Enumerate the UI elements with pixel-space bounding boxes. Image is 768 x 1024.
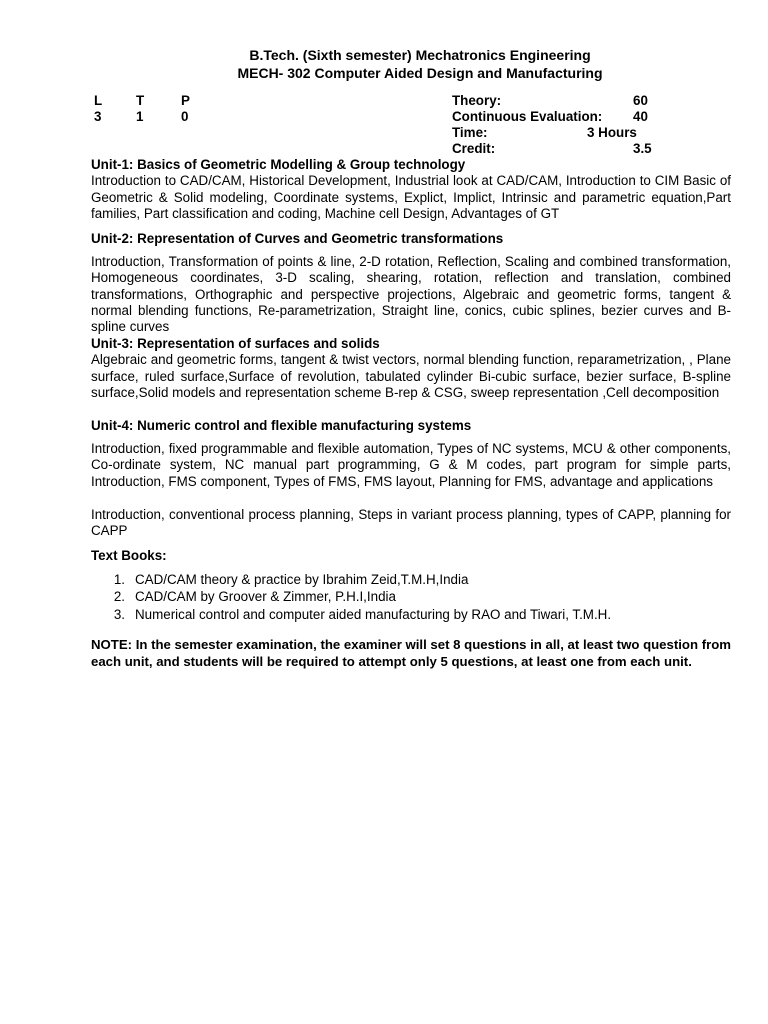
unit-1-heading: Unit-1: Basics of Geometric Modelling & Group technology	[91, 157, 466, 172]
ltp-value-t: 1	[136, 109, 144, 124]
ltp-value-p: 0	[181, 109, 189, 124]
ltp-label-l: L	[94, 93, 103, 108]
textbooks-heading: Text Books:	[91, 548, 167, 563]
theory-value: 60	[633, 93, 648, 108]
theory-label: Theory:	[452, 93, 502, 108]
ltp-label-t: T	[136, 93, 145, 108]
unit-4-section	[91, 418, 731, 434]
list-item-number: 3.	[113, 606, 125, 622]
list-item	[91, 606, 731, 623]
unit-3-body: Algebraic and geometric forms, tangent & twist vectors, normal blending function, reparametrization, , Plane surface, ruled surface,Surface of revolution, tabulated cylinder Bi-cubic surface, bezier surface, B-spline surface,Solid models and representation scheme B-rep & CSG, sweep representation ,Cell decomposition	[91, 352, 731, 400]
unit-3-section	[91, 336, 731, 401]
course-title: MECH- 302 Computer Aided Design and Manufacturing	[237, 65, 603, 81]
credit-label: Credit:	[452, 141, 496, 156]
unit-3-heading: Unit-3: Representation of surfaces and solids	[91, 336, 380, 351]
program-title: B.Tech. (Sixth semester) Mechatronics Engineering	[249, 47, 591, 63]
unit-2-body: Introduction, Transformation of points & line, 2-D rotation, Reflection, Scaling and combined transformation, Homogeneous coordinates, 3-D scaling, shearing, rotation, reflection and translation, combined transformations, Orthographic and perspective projections, Algebraic and geometric forms, tangent & normal blending functions, Re-parametrization, Straight line, conics, cubic splines, bezier curves and B-spline curves	[91, 254, 731, 335]
continuous-evaluation-value: 40	[633, 109, 648, 124]
unit-4-body: Introduction, fixed programmable and flexible automation, Types of NC systems, MCU & other components, Co-ordinate system, NC manual part programming, G & M codes, part program for simple parts, Introduction, FMS component, Types of FMS, FMS layout, Planning for FMS, advantage and applications	[91, 441, 731, 489]
list-item-text: CAD/CAM by Groover & Zimmer, P.H.I,India	[135, 589, 396, 605]
unit-2-heading: Unit-2: Representation of Curves and Geometric transformations	[91, 231, 504, 246]
time-value: 3 Hours	[587, 125, 637, 140]
ltp-label-p: P	[181, 93, 190, 108]
unit-1-body: Introduction to CAD/CAM, Historical Development, Industrial look at CAD/CAM, Introduction to CIM Basic of Geometric & Solid modeling, Coordinate systems, Explict, Implict, Intrinsic and parametric equation,Part families, Part classification and coding, Machine cell Design, Advantages of GT	[91, 173, 731, 221]
unit-2-section	[91, 231, 731, 247]
list-item-text: Numerical control and computer aided manufacturing by RAO and Tiwari, T.M.H.	[135, 606, 612, 622]
unit-1-section	[91, 157, 731, 222]
list-item	[91, 571, 731, 588]
credit-value: 3.5	[633, 141, 652, 156]
unit-4-body-2: Introduction, conventional process planning, Steps in variant process planning, types of CAPP, planning for CAPP	[91, 507, 731, 539]
textbooks-list	[91, 571, 731, 623]
unit-4-heading: Unit-4: Numeric control and flexible manufacturing systems	[91, 418, 472, 433]
exam-note: NOTE: In the semester examination, the examiner will set 8 questions in all, at least two question from each unit, and students will be required to attempt only 5 questions, at least one from each unit.	[91, 637, 731, 669]
continuous-evaluation-label: Continuous Evaluation:	[452, 109, 603, 124]
ltp-value-l: 3	[94, 109, 102, 124]
list-item-number: 2.	[113, 589, 125, 605]
time-label: Time:	[452, 125, 488, 140]
list-item	[91, 588, 731, 605]
list-item-number: 1.	[113, 572, 125, 587]
list-item-text: CAD/CAM theory & practice by Ibrahim Zeid,T.M.H,India	[135, 572, 469, 587]
